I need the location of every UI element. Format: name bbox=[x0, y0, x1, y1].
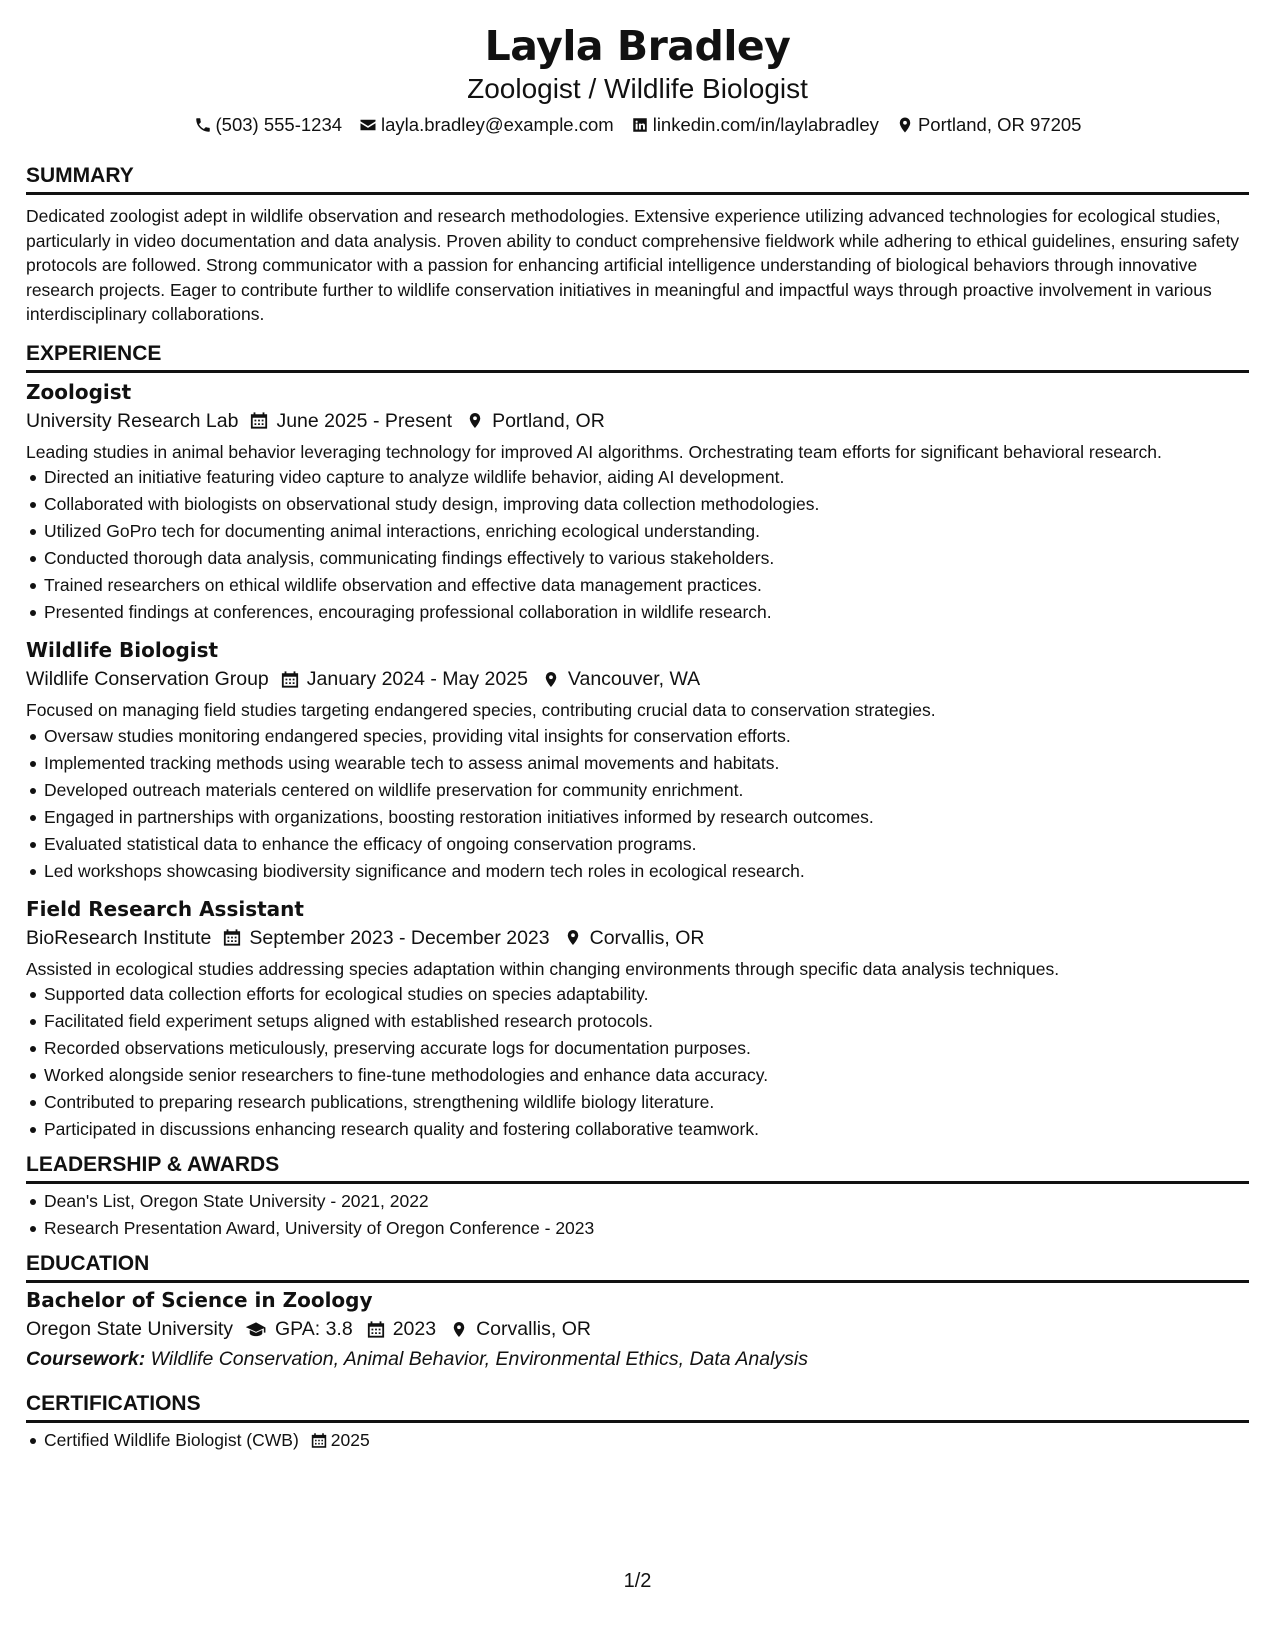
job-bullet: Led workshops showcasing biodiversity significance and modern tech roles in ecological research. bbox=[26, 858, 1249, 885]
job-bullet: Conducted thorough data analysis, communicating findings effectively to various stakeholders. bbox=[26, 545, 1249, 572]
email-text: layla.bradley@example.com bbox=[381, 114, 614, 135]
graduation-year: 2023 bbox=[392, 1318, 437, 1340]
linkedin-icon bbox=[631, 116, 649, 134]
job-meta bbox=[26, 664, 1249, 694]
job-description: Leading studies in animal behavior leveraging technology for improved AI algorithms. Orchestrating team efforts for significant behavioral research. bbox=[26, 441, 1162, 462]
job-description: Assisted in ecological studies addressing species adaptation within changing environments through specific data analysis techniques. bbox=[26, 958, 1060, 979]
summary-heading: SUMMARY bbox=[26, 164, 134, 187]
job-organization: Wildlife Conservation Group bbox=[26, 668, 269, 690]
job-dates: June 2025 - Present bbox=[276, 409, 453, 432]
job-dates: September 2023 - December 2023 bbox=[249, 926, 550, 949]
job-bullets bbox=[26, 981, 1249, 1143]
section-divider bbox=[26, 1280, 1249, 1283]
certification-year: 2025 bbox=[330, 1430, 370, 1450]
award-item: Dean's List, Oregon State University - 2021, 2022 bbox=[26, 1188, 1249, 1215]
section-divider bbox=[26, 1420, 1249, 1423]
calendar-icon bbox=[250, 411, 268, 430]
job-organization: University Research Lab bbox=[26, 409, 239, 432]
job-bullet: Utilized GoPro tech for documenting animal interactions, enriching ecological understanding. bbox=[26, 518, 1249, 545]
job-description: Focused on managing field studies targeting endangered species, contributing crucial data to conservation strategies. bbox=[26, 700, 936, 720]
experience-entry bbox=[26, 379, 1249, 627]
certifications-list bbox=[26, 1427, 1249, 1454]
certification-item bbox=[26, 1427, 1249, 1454]
resume-page bbox=[26, 20, 1249, 1454]
contact-email[interactable] bbox=[359, 112, 614, 138]
map-pin-icon bbox=[542, 670, 560, 689]
job-meta bbox=[26, 923, 1249, 953]
map-pin-icon bbox=[896, 116, 914, 134]
job-bullets bbox=[26, 723, 1249, 885]
experience-list bbox=[26, 379, 1249, 1144]
job-bullets bbox=[26, 464, 1249, 626]
summary-text: Dedicated zoologist adept in wildlife observation and research methodologies. Extensive experience utilizing advanced technologies for ecological studies, particularly in video documentation and data analysis. Proven ability to conduct comprehensive fieldwork while adhering to ethical guidelines, ensuring safety protocols are followed. Strong communicator with a passion for enhancing artificial intelligence understanding of biological behaviors through innovative research projects. Eager to contribute further to wildlife conservation initiatives in meaningful and impactful ways through proactive involvement in various interdisciplinary collaborations. bbox=[26, 206, 1240, 324]
education-heading: EDUCATION bbox=[26, 1252, 150, 1275]
linkedin-text: linkedin.com/in/laylabradley bbox=[652, 114, 879, 135]
contact-location bbox=[896, 112, 1082, 138]
experience-heading: EXPERIENCE bbox=[26, 341, 162, 365]
degree-title: Bachelor of Science in Zoology bbox=[26, 1288, 373, 1312]
experience-entry bbox=[26, 637, 1249, 885]
contact-phone[interactable] bbox=[194, 112, 343, 138]
certifications-heading: CERTIFICATIONS bbox=[26, 1392, 201, 1415]
job-bullet: Evaluated statistical data to enhance the efficacy of ongoing conservation programs. bbox=[26, 831, 1249, 858]
job-meta bbox=[26, 406, 1249, 436]
job-bullet: Developed outreach materials centered on wildlife preservation for community enrichment. bbox=[26, 777, 1249, 804]
certification-name: Certified Wildlife Biologist (CWB) bbox=[44, 1430, 299, 1450]
school-name: Oregon State University bbox=[26, 1318, 234, 1340]
job-bullet: Participated in discussions enhancing research quality and fostering collaborative teamwork. bbox=[26, 1116, 1249, 1143]
job-location: Vancouver, WA bbox=[567, 668, 701, 690]
page-number: 1/2 bbox=[623, 1570, 652, 1592]
section-divider bbox=[26, 192, 1249, 195]
graduation-cap-icon bbox=[245, 1321, 267, 1338]
contact-linkedin[interactable] bbox=[631, 112, 879, 138]
job-title: Field Research Assistant bbox=[26, 896, 304, 921]
section-divider bbox=[26, 370, 1249, 373]
experience-entry bbox=[26, 896, 1249, 1144]
job-title: Wildlife Biologist bbox=[26, 638, 219, 662]
section-divider bbox=[26, 1181, 1249, 1184]
job-bullet: Implemented tracking methods using wearable tech to assess animal movements and habitats. bbox=[26, 750, 1249, 777]
job-bullet: Contributed to preparing research publications, strengthening wildlife biology literature. bbox=[26, 1089, 1249, 1116]
coursework-label: Coursework: bbox=[26, 1348, 146, 1370]
education-meta bbox=[26, 1314, 1249, 1344]
job-bullet: Worked alongside senior researchers to fine-tune methodologies and enhance data accuracy. bbox=[26, 1062, 1249, 1089]
gpa-text: GPA: 3.8 bbox=[275, 1318, 353, 1340]
phone-icon bbox=[194, 116, 212, 134]
award-item: Research Presentation Award, University of Oregon Conference - 2023 bbox=[26, 1215, 1249, 1242]
coursework-list: Wildlife Conservation, Animal Behavior, Environmental Ethics, Data Analysis bbox=[150, 1348, 808, 1370]
job-bullet: Facilitated field experiment setups aligned with established research protocols. bbox=[26, 1008, 1249, 1035]
map-pin-icon bbox=[466, 411, 484, 430]
coursework bbox=[26, 1345, 1249, 1373]
calendar-icon bbox=[281, 670, 299, 689]
job-bullet: Recorded observations meticulously, preserving accurate logs for documentation purposes. bbox=[26, 1035, 1249, 1062]
envelope-icon bbox=[359, 116, 377, 134]
job-bullet: Collaborated with biologists on observational study design, improving data collection methodologies. bbox=[26, 491, 1249, 518]
job-bullet: Oversaw studies monitoring endangered species, providing vital insights for conservation efforts. bbox=[26, 723, 1249, 750]
job-bullet: Presented findings at conferences, encouraging professional collaboration in wildlife research. bbox=[26, 599, 1249, 626]
map-pin-icon bbox=[450, 1320, 468, 1339]
job-bullet: Directed an initiative featuring video capture to analyze wildlife behavior, aiding AI development. bbox=[26, 464, 1249, 491]
contact-bar bbox=[26, 112, 1249, 138]
job-title: Zoologist bbox=[26, 379, 132, 404]
candidate-name: Layla Bradley bbox=[484, 22, 791, 70]
calendar-icon bbox=[311, 1432, 327, 1449]
location-text: Portland, OR 97205 bbox=[917, 114, 1082, 135]
job-location: Corvallis, OR bbox=[589, 926, 705, 949]
education-location: Corvallis, OR bbox=[476, 1318, 591, 1340]
job-bullet: Trained researchers on ethical wildlife observation and effective data management practices. bbox=[26, 572, 1249, 599]
phone-text: (503) 555-1234 bbox=[215, 114, 343, 135]
map-pin-icon bbox=[564, 928, 582, 947]
calendar-icon bbox=[367, 1320, 385, 1339]
job-dates: January 2024 - May 2025 bbox=[306, 668, 528, 690]
job-bullet: Supported data collection efforts for ecological studies on species adaptability. bbox=[26, 981, 1249, 1008]
awards-list bbox=[26, 1188, 1249, 1242]
job-bullet: Engaged in partnerships with organizations, boosting restoration initiatives informed by research outcomes. bbox=[26, 804, 1249, 831]
job-location: Portland, OR bbox=[492, 409, 605, 432]
job-organization: BioResearch Institute bbox=[26, 926, 212, 949]
awards-heading: LEADERSHIP & AWARDS bbox=[26, 1153, 280, 1176]
calendar-icon bbox=[223, 928, 241, 947]
candidate-headline: Zoologist / Wildlife Biologist bbox=[467, 73, 808, 104]
